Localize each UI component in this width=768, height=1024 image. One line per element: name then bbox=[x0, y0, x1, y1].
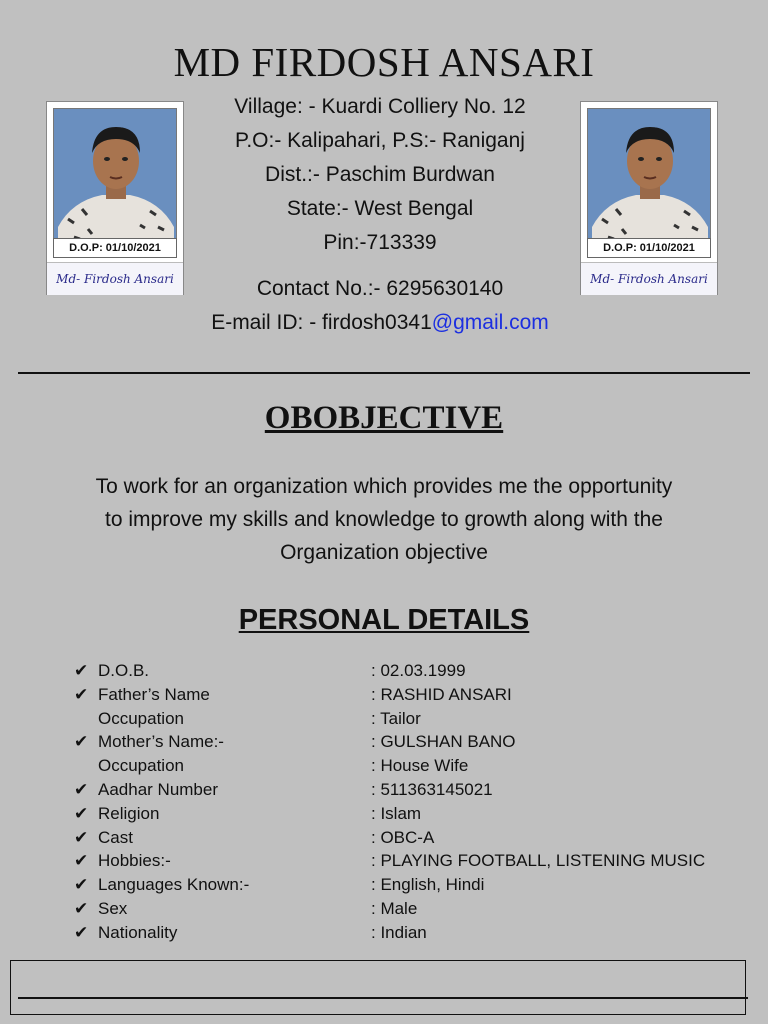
detail-row bbox=[74, 730, 754, 754]
checkmark-icon: ✔ bbox=[74, 779, 89, 799]
signature: Md- Firdosh Ansari bbox=[47, 262, 183, 295]
detail-row bbox=[74, 826, 754, 850]
photo-date-label: D.O.P: 01/10/2021 bbox=[53, 238, 177, 258]
address-line-pin: Pin:-713339 bbox=[323, 231, 437, 254]
detail-value: : House Wife bbox=[371, 756, 469, 776]
objective-line: To work for an organization which provides me the opportunity bbox=[95, 475, 673, 498]
email-link[interactable]: @gmail.com bbox=[431, 311, 549, 334]
contact-block bbox=[130, 272, 630, 340]
checkmark-icon: ✔ bbox=[74, 898, 89, 918]
detail-row bbox=[74, 754, 754, 778]
detail-label: Religion bbox=[98, 803, 160, 823]
detail-value: : Indian bbox=[371, 922, 427, 942]
detail-value: : OBC-A bbox=[371, 827, 435, 847]
checkmark-icon: ✔ bbox=[74, 827, 89, 847]
footer-box bbox=[10, 960, 746, 1015]
header-divider bbox=[18, 372, 750, 374]
detail-label: Sex bbox=[98, 898, 128, 918]
address-line-village: Village: - Kuardi Colliery No. 12 bbox=[234, 95, 526, 118]
photo-card-right bbox=[580, 101, 718, 295]
detail-row bbox=[74, 921, 754, 945]
email-line bbox=[130, 306, 630, 340]
checkmark-icon: ✔ bbox=[74, 684, 89, 704]
detail-label: Nationality bbox=[98, 922, 178, 942]
checkmark-icon: ✔ bbox=[74, 732, 89, 752]
footer-divider bbox=[18, 997, 748, 999]
detail-value: : Islam bbox=[371, 803, 422, 823]
checkmark-icon: ✔ bbox=[74, 661, 89, 680]
detail-row bbox=[74, 707, 754, 731]
profile-photo bbox=[53, 108, 177, 258]
detail-label: Occupation bbox=[98, 708, 184, 728]
photo-card-left bbox=[46, 101, 184, 295]
personal-details-heading: PERSONAL DETAILS bbox=[238, 604, 530, 636]
detail-label: Languages Known:- bbox=[98, 875, 250, 895]
detail-label: Mother’s Name:- bbox=[98, 732, 224, 752]
candidate-name: MD FIRDOSH ANSARI bbox=[173, 39, 595, 85]
address-block bbox=[130, 90, 630, 260]
checkmark-icon: ✔ bbox=[74, 803, 89, 823]
objective-line: to improve my skills and knowledge to growth along with the bbox=[105, 508, 663, 531]
checkmark-icon: ✔ bbox=[74, 875, 89, 895]
detail-value: : English, Hindi bbox=[371, 875, 485, 895]
photo-date-label: D.O.P: 01/10/2021 bbox=[587, 238, 711, 258]
objective-line: Organization objective bbox=[280, 541, 488, 564]
detail-value: : PLAYING FOOTBALL, LISTENING MUSIC bbox=[371, 851, 706, 871]
detail-label: Aadhar Number bbox=[98, 779, 219, 799]
detail-value: : RASHID ANSARI bbox=[371, 684, 512, 704]
signature: Md- Firdosh Ansari bbox=[581, 262, 717, 295]
checkmark-icon: ✔ bbox=[74, 851, 89, 871]
objective-heading: OBOBJECTIVE bbox=[264, 400, 504, 436]
detail-value: : Tailor bbox=[371, 708, 421, 728]
detail-label: Hobbies:- bbox=[98, 851, 171, 871]
detail-label: Father’s Name bbox=[98, 684, 210, 704]
detail-value: : GULSHAN BANO bbox=[371, 732, 516, 752]
detail-row bbox=[74, 849, 754, 873]
detail-row bbox=[74, 873, 754, 897]
profile-photo bbox=[587, 108, 711, 258]
detail-label: Cast bbox=[98, 827, 133, 847]
detail-value: : 02.03.1999 bbox=[371, 661, 466, 680]
objective-text bbox=[34, 470, 734, 569]
address-line-po-ps: P.O:- Kalipahari, P.S:- Raniganj bbox=[235, 129, 525, 152]
detail-row bbox=[74, 659, 754, 683]
detail-value: : 511363145021 bbox=[371, 779, 493, 799]
detail-row bbox=[74, 778, 754, 802]
detail-row bbox=[74, 683, 754, 707]
personal-details-list bbox=[74, 659, 754, 945]
detail-value: : Male bbox=[371, 898, 418, 918]
contact-number: Contact No.:- 6295630140 bbox=[256, 277, 504, 300]
address-line-district: Dist.:- Paschim Burdwan bbox=[265, 163, 495, 186]
detail-label: D.O.B. bbox=[98, 661, 150, 680]
address-line-state: State:- West Bengal bbox=[286, 197, 474, 220]
detail-row bbox=[74, 897, 754, 921]
email-prefix: E-mail ID: - firdosh0341 bbox=[211, 311, 432, 334]
checkmark-icon: ✔ bbox=[74, 922, 89, 942]
detail-row bbox=[74, 802, 754, 826]
detail-label: Occupation bbox=[98, 756, 184, 776]
